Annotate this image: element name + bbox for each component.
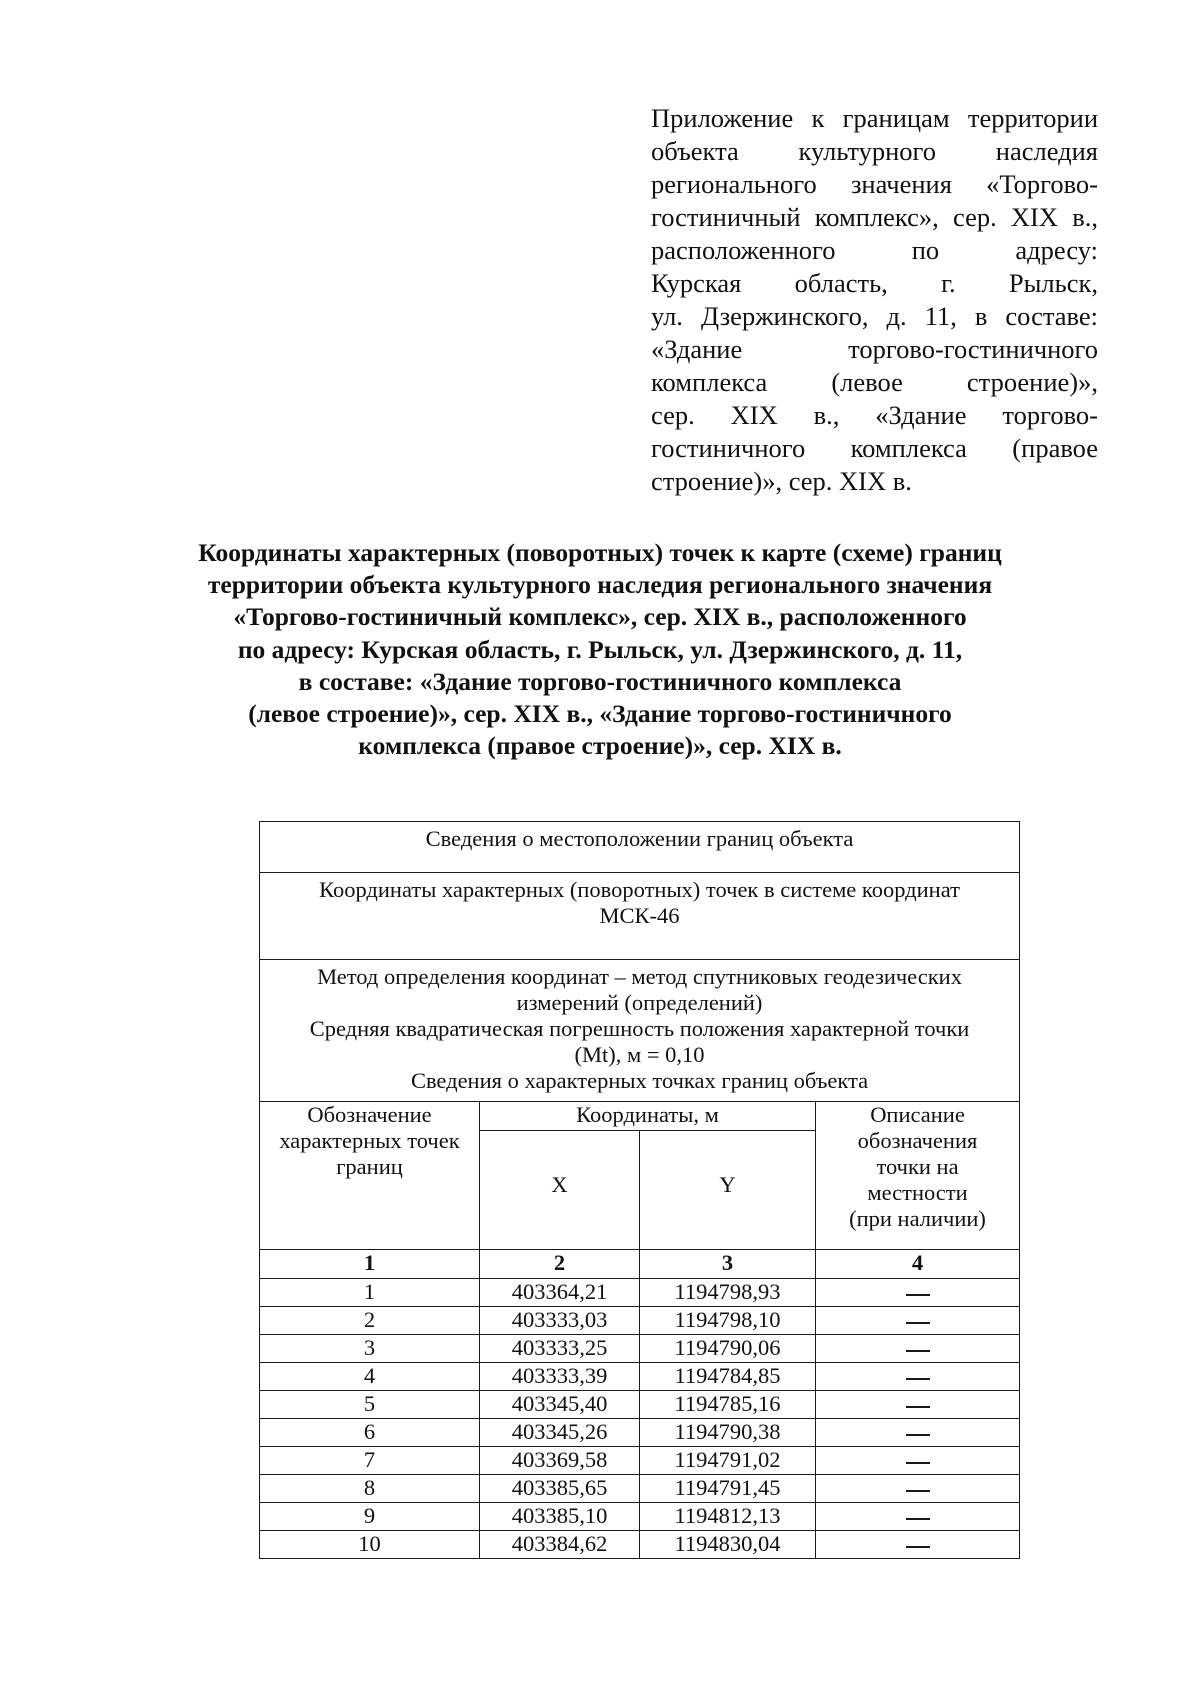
description-cell (816, 1531, 1020, 1559)
table-row (260, 1363, 1020, 1391)
coords-header-text: Координаты, м (576, 1102, 719, 1127)
description-cell (816, 1335, 1020, 1363)
point-number-cell: 6 (260, 1419, 480, 1447)
point-header-cell (260, 1102, 480, 1250)
table-row (260, 1531, 1020, 1559)
y-coordinate-cell: 1194790,38 (640, 1419, 816, 1447)
y-header-cell (640, 1131, 816, 1250)
appendix-note (651, 102, 1098, 498)
appendix-line: регионального значения «Торгово- (651, 169, 1098, 199)
method-info-line: (Mt), м = 0,10 (574, 1042, 705, 1067)
dash-mark (906, 1462, 930, 1464)
x-coordinate-cell: 403385,10 (480, 1503, 640, 1531)
point-number-cell: 8 (260, 1475, 480, 1503)
point-header-line: Обозначение (307, 1102, 432, 1127)
appendix-line: «Здание торгово-гостиничного (651, 334, 1098, 364)
title-line: территории объекта культурного наследия регионального значения (207, 570, 993, 600)
table-row (260, 1447, 1020, 1475)
point-number-cell: 1 (260, 1279, 480, 1307)
table-row (260, 1419, 1020, 1447)
coordinates-table (259, 821, 1020, 1559)
document-title (150, 537, 1050, 762)
point-number-cell: 7 (260, 1447, 480, 1475)
y-coordinate-cell: 1194785,16 (640, 1391, 816, 1419)
appendix-line: комплекса (левое строение)», (651, 367, 1098, 397)
description-header-line: местности (867, 1180, 968, 1205)
title-line: комплекса (правое строение)», сер. XIX в. (358, 731, 842, 761)
description-cell (816, 1307, 1020, 1335)
table-row (260, 1391, 1020, 1419)
appendix-line: гостиничный комплекс», сер. XIX в., (651, 202, 1098, 232)
description-header-line: точки на (876, 1154, 959, 1179)
point-number-cell: 5 (260, 1391, 480, 1419)
x-header-text: X (551, 1172, 568, 1197)
description-cell (816, 1279, 1020, 1307)
title-line: по адресу: Курская область, г. Рыльск, ул. Дзержинского, д. 11, (237, 634, 963, 664)
dash-mark (906, 1546, 930, 1548)
description-header-cell (816, 1102, 1020, 1250)
point-number-cell: 3 (260, 1335, 480, 1363)
dash-mark (906, 1406, 930, 1408)
point-header-line: характерных точек (279, 1128, 460, 1153)
point-number-cell: 4 (260, 1363, 480, 1391)
point-number-cell: 2 (260, 1307, 480, 1335)
y-coordinate-cell: 1194790,06 (640, 1335, 816, 1363)
appendix-line: гостиничного комплекса (правое (651, 433, 1098, 463)
x-coordinate-cell: 403345,40 (480, 1391, 640, 1419)
appendix-line: ул. Дзержинского, д. 11, в составе: (651, 301, 1098, 331)
column-number-cell: 1 (260, 1250, 480, 1279)
y-coordinate-cell: 1194812,13 (640, 1503, 816, 1531)
method-info-line: Сведения о характерных точках границ объекта (410, 1068, 869, 1093)
title-line: «Торгово-гостиничный комплекс», сер. XIX в., расположенного (233, 602, 967, 632)
x-coordinate-cell: 403384,62 (480, 1531, 640, 1559)
title-line: в составе: «Здание торгово-гостиничного комплекса (298, 666, 902, 696)
y-header-text: Y (719, 1172, 736, 1197)
x-coordinate-cell: 403345,26 (480, 1419, 640, 1447)
appendix-line: Курская область, г. Рыльск, (651, 268, 1098, 298)
point-number-cell: 9 (260, 1503, 480, 1531)
dash-mark (906, 1294, 930, 1296)
method-info-line: Средняя квадратическая погрешность положения характерной точки (309, 1016, 970, 1041)
description-header-line: (при наличии) (849, 1206, 986, 1231)
method-info-line: Метод определения координат – метод спутниковых геодезических (317, 964, 962, 989)
appendix-line: объекта культурного наследия (651, 136, 1098, 166)
description-cell (816, 1363, 1020, 1391)
y-coordinate-cell: 1194798,10 (640, 1307, 816, 1335)
coordinate-system-line: МСК-46 (599, 903, 680, 928)
method-info-cell (260, 960, 1020, 1102)
description-cell (816, 1503, 1020, 1531)
description-cell (816, 1475, 1020, 1503)
location-info-cell (260, 822, 1020, 873)
coordinate-system-cell (260, 873, 1020, 960)
point-header-line: границ (336, 1154, 403, 1179)
table-row (260, 1475, 1020, 1503)
y-coordinate-cell: 1194791,45 (640, 1475, 816, 1503)
table-row (260, 1307, 1020, 1335)
appendix-line: сер. XIX в., «Здание торгово- (651, 400, 1098, 430)
table-row (260, 1503, 1020, 1531)
dash-mark (906, 1378, 930, 1380)
appendix-line: строение)», сер. XIX в. (651, 466, 912, 496)
dash-mark (906, 1490, 930, 1492)
coordinate-system-line: Координаты характерных (поворотных) точек в системе координат (319, 877, 960, 902)
dash-mark (906, 1518, 930, 1520)
description-cell (816, 1391, 1020, 1419)
dash-mark (906, 1322, 930, 1324)
x-coordinate-cell: 403333,39 (480, 1363, 640, 1391)
point-number-cell: 10 (260, 1531, 480, 1559)
y-coordinate-cell: 1194798,93 (640, 1279, 816, 1307)
title-line: (левое строение)», сер. XIX в., «Здание торгово-гостиничного (248, 699, 952, 729)
column-number-cell: 3 (640, 1250, 816, 1279)
column-number-cell: 2 (480, 1250, 640, 1279)
table-row (260, 1335, 1020, 1363)
description-header-line: Описание (870, 1102, 965, 1127)
x-coordinate-cell: 403333,25 (480, 1335, 640, 1363)
column-number-cell: 4 (816, 1250, 1020, 1279)
y-coordinate-cell: 1194830,04 (640, 1531, 816, 1559)
description-header-line: обозначения (857, 1128, 978, 1153)
column-number-row (260, 1250, 1020, 1279)
y-coordinate-cell: 1194791,02 (640, 1447, 816, 1475)
location-info-text: Сведения о местоположении границ объекта (425, 826, 854, 851)
appendix-line: Приложение к границам территории (651, 103, 1098, 133)
x-coordinate-cell: 403333,03 (480, 1307, 640, 1335)
x-coordinate-cell: 403385,65 (480, 1475, 640, 1503)
x-coordinate-cell: 403364,21 (480, 1279, 640, 1307)
dash-mark (906, 1434, 930, 1436)
dash-mark (906, 1350, 930, 1352)
y-coordinate-cell: 1194784,85 (640, 1363, 816, 1391)
description-cell (816, 1419, 1020, 1447)
description-cell (816, 1447, 1020, 1475)
x-coordinate-cell: 403369,58 (480, 1447, 640, 1475)
title-line: Координаты характерных (поворотных) точек к карте (схеме) границ (198, 538, 1002, 567)
coords-header-cell (480, 1102, 816, 1131)
x-header-cell (480, 1131, 640, 1250)
appendix-line: расположенного по адресу: (651, 235, 1098, 265)
method-info-line: измерений (определений) (516, 990, 763, 1015)
table-row (260, 1279, 1020, 1307)
